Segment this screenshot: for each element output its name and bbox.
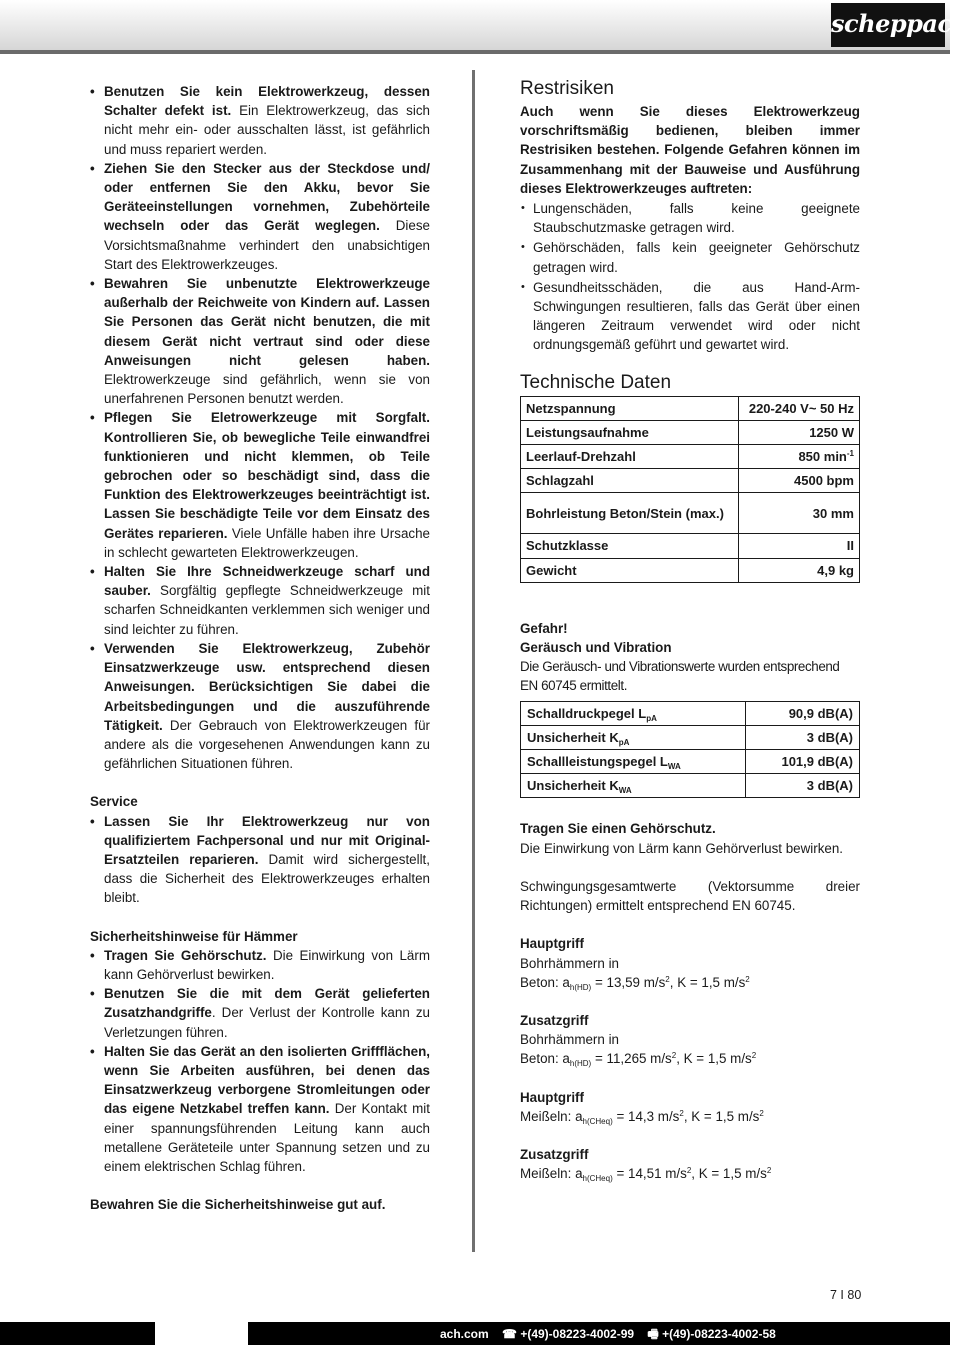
noise-label (521, 774, 746, 798)
safety-list (90, 82, 430, 773)
safety-item (90, 82, 430, 159)
left-column (90, 82, 430, 1214)
vib-value (520, 973, 860, 992)
noise-label-text: Schallleistungspegel L (527, 754, 668, 770)
header-rule (0, 50, 950, 54)
spec-value: 30 mm (738, 493, 859, 534)
noise-label-sub: WA (667, 762, 681, 772)
noise-table (520, 701, 860, 799)
vib-sub: h(HD) (569, 982, 592, 992)
vib-sub: h(HD) (569, 1059, 592, 1069)
table-row (521, 469, 860, 493)
tech-heading: Technische Daten (520, 371, 672, 393)
spec-value-text: 850 min (798, 449, 847, 465)
vib-number: = 13,59 m/s (591, 974, 666, 990)
safety-item-bold: Verwenden Sie Elektrowerkzeug, Zubehör Einsatzwerkzeuge usw. entsprechend diesen Anweisungen. Berücksichtigen Sie dabei die Arbeitsbedingungen und die auszuführende Tätigkeit. (104, 640, 430, 733)
safety-item-bold: Halten Sie Ihre Schneidwerkzeuge scharf und sauber. (104, 564, 430, 599)
page-number: 7 I 80 (830, 1288, 862, 1302)
noise-heading: Geräusch und Vibration (520, 640, 672, 656)
vib-block (520, 1145, 860, 1183)
noise-label-sub: pA (646, 713, 657, 723)
service-item-text: Damit wird sichergestellt, dass die Sicherheit des Elektrowerkzeuges erhalten bleibt. (104, 851, 430, 906)
safety-item-text: Sorgfältig gepflegte Schneidwerkzeuge mit scharfen Schneidkanten verklemmen sich weniger und sind leichter zu führen. (104, 583, 430, 637)
vib-title: Hauptgriff (520, 1089, 584, 1105)
header-band (0, 0, 950, 50)
vib-block (520, 1088, 860, 1126)
table-row (521, 420, 860, 444)
vib-sub: h(CHeq) (582, 1116, 613, 1126)
vib-k: , K = 1,5 m/s (683, 1108, 760, 1124)
footer-contact (440, 1325, 776, 1346)
safety-item-text: Der Gebrauch von Elektrowerkzeugen für andere als die vorgesehenen Anwendungen kann zu gefährlichen Situationen führen. (104, 717, 430, 772)
vib-sub: h(CHeq) (582, 1174, 613, 1184)
vibration-text: Schwingungsgesamtwerte (Vektorsumme dreier Richtungen) ermittelt entsprechend EN 60745. (520, 878, 860, 914)
table-row (521, 534, 860, 558)
noise-label (521, 750, 746, 774)
spec-value: 4500 bpm (738, 469, 859, 493)
hammer-heading: Sicherheitshinweise für Hämmer (90, 928, 298, 944)
table-row (521, 750, 860, 774)
footer-fax: 🖷 +(49)-08223-4002-58 (647, 1327, 776, 1341)
hammer-item-bold: Tragen Sie Gehörschutz. (104, 947, 267, 963)
table-row (521, 558, 860, 582)
noise-value: 90,9 dB(A) (745, 701, 859, 725)
vib-prefix: Beton: a (520, 974, 570, 990)
vib-number: = 14,3 m/s (612, 1108, 680, 1124)
risk-item: • Lungenschäden, falls keine geeignete Staubschutzmaske getragen wird. (520, 199, 860, 237)
column-divider (472, 70, 475, 1252)
noise-label-text: Unsicherheit K (527, 778, 619, 794)
vib-block (520, 1011, 860, 1069)
restrisiken-intro: Auch wenn Sie dieses Elektrowerkzeug vorschriftsmäßig bedienen, bleiben immer Restrisiken bestehen. Folgende Gefahren können im Zusammenhang mit der Bauweise und Ausführung dieses Elektrowerkzeuges auftreten: (520, 104, 860, 196)
table-row (521, 445, 860, 469)
noise-value: 3 dB(A) (745, 725, 859, 749)
noise-label-text: Unsicherheit K (527, 729, 619, 745)
safety-item (90, 408, 430, 562)
tech-table (520, 396, 860, 583)
safety-item (90, 159, 430, 274)
hammer-item (90, 946, 430, 984)
right-column (520, 78, 860, 1183)
noise-label-sub: WA (618, 786, 632, 796)
vib-number: = 11,265 m/s (591, 1051, 672, 1067)
spec-value-sup: -1 (846, 449, 854, 459)
vib-sup: 2 (759, 1108, 764, 1118)
vib-prefix: Meißeln: a (520, 1108, 583, 1124)
vib-k: , K = 1,5 m/s (669, 974, 746, 990)
hearing-text: Die Einwirkung von Lärm kann Gehörverlust bewirken. (520, 840, 844, 856)
table-row (521, 493, 860, 534)
service-item (90, 812, 430, 908)
noise-label (521, 701, 746, 725)
spec-label: Leerlauf-Drehzahl (521, 445, 739, 469)
noise-label (521, 725, 746, 749)
hearing-heading: Tragen Sie einen Gehörschutz. (520, 821, 716, 837)
vib-sup: 2 (671, 1051, 677, 1061)
safety-item-text: Ein Elektrowerkzeug, das sich nicht mehr ein- oder ausschalten lässt, ist gefährlich und muss repariert werden. (104, 103, 430, 157)
vib-title: Zusatzgriff (520, 1012, 589, 1028)
vib-value (520, 1164, 860, 1183)
safety-item-bold: Benutzen Sie kein Elektrowerkzeug, dessen Schalter defekt ist. (104, 84, 430, 119)
vib-number: = 14,51 m/s (612, 1166, 687, 1182)
safety-item-text: Diese Vorsichtsmaßnahme verhindert den unabsichtigen Start des Elektrowerkzeuges. (104, 218, 430, 272)
safety-item (90, 639, 430, 773)
brand-logo: scheppach (831, 3, 945, 47)
table-row (521, 725, 860, 749)
vib-sup: 2 (665, 974, 670, 984)
spec-label: Schutzklasse (521, 534, 739, 558)
service-heading: Service (90, 794, 138, 810)
noise-label-text: Schalldruckpegel L (527, 705, 647, 721)
vib-sup: 2 (766, 1166, 772, 1176)
table-row (521, 396, 860, 420)
vib-block (520, 934, 860, 992)
noise-label-sub: pA (618, 737, 630, 747)
spec-value: 1250 W (738, 420, 859, 444)
footer-phone: ☎ +(49)-08223-4002-99 (502, 1327, 635, 1341)
restrisiken-heading: Restrisiken (520, 78, 614, 99)
safety-item-bold: Pflegen Sie Eletrowerkzeuge mit Sorgfalt. Kontrollieren Sie, ob bewegliche Teile einwandfrei funktionieren und nicht klemmen, ob Teile gebrochen oder so beschädigt sind, dass die Funktion des Elektrowerkzeuges beeinträchtigt ist. Lassen Sie beschädigte Teile vor dem Einsatz des Gerätes reparieren. (104, 410, 430, 541)
table-row (521, 701, 860, 725)
spec-label: Bohrleistung Beton/Stein (max.) (521, 493, 739, 534)
noise-intro: Die Geräusch- und Vibrationswerte wurden entsprechend EN 60745 ermittelt. (520, 659, 840, 694)
noise-value: 101,9 dB(A) (745, 750, 859, 774)
spec-value: 220-240 V~ 50 Hz (738, 396, 859, 420)
spec-label: Gewicht (521, 558, 739, 582)
vib-title: Hauptgriff (520, 936, 584, 952)
hammer-item-text: Die Einwirkung von Lärm kann Gehörverlust bewirken. (104, 947, 430, 982)
vib-sup: 2 (686, 1166, 692, 1176)
vib-prefix: Meißeln: a (520, 1166, 583, 1182)
risk-item: • Gehörschäden, falls kein geeigneter Gehörschutz getragen wird. (520, 238, 860, 276)
vib-k: , K = 1,5 m/s (691, 1166, 767, 1182)
vib-prefix: Beton: a (520, 1051, 570, 1067)
vib-title: Zusatzgriff (520, 1146, 589, 1162)
spec-value: 4,9 kg (738, 558, 859, 582)
closing-note: Bewahren Sie die Sicherheitshinweise gut auf. (90, 1197, 386, 1213)
hammer-item-text: Der Kontakt mit einer spannungsführenden Leitung kann auch metallene Geräteteile unter Spannung setzen und zu einem elektrischen Schlag führen. (104, 1101, 430, 1174)
safety-item (90, 274, 430, 408)
vib-sup: 2 (745, 974, 750, 984)
safety-item-bold: Ziehen Sie den Stecker aus der Steckdose und/ oder entfernen Sie den Akku, bevor Sie Geräteeinstellungen vornehmen, Zubehörteile wechseln oder das Gerät weglegen. (104, 160, 430, 234)
vib-sup: 2 (679, 1108, 684, 1118)
footer-web: ach.com (440, 1327, 489, 1341)
spec-label: Netzspannung (521, 396, 739, 420)
hammer-item (90, 984, 430, 1042)
vib-k: , K = 1,5 m/s (676, 1051, 752, 1067)
spec-value (738, 445, 859, 469)
risk-item: • Gesundheitsschäden, die aus Hand-Arm- Schwingungen resultieren, falls das Gerät über einen längeren Zeitraum verwendet wird oder nicht ordnungsgemäß geführt und gewartet wird. (520, 278, 860, 355)
footer-gap (155, 1322, 248, 1345)
safety-item (90, 562, 430, 639)
hammer-item-bold: Halten Sie das Gerät an den isolierten Griffflächen, wenn Sie Arbeiten ausführen, bei denen das Einsatzwerkzeug verborgene Stromleitungen oder das eigene Netzkabel treffen kann. (104, 1043, 430, 1117)
vib-line: Bohrhämmern in (520, 1032, 619, 1048)
safety-item-bold: Bewahren Sie unbenutzte Elektrowerkzeuge außerhalb der Reichweite von Kindern auf. Lassen Sie Personen das Gerät nicht benutzen, die mit diesem Gerät nicht vertraut sind oder diese Anweisungen nicht gelesen haben. (104, 276, 430, 368)
danger-label: Gefahr! (520, 620, 568, 636)
noise-value: 3 dB(A) (745, 774, 859, 798)
vib-line: Bohrhämmern in (520, 955, 619, 971)
vib-sup: 2 (751, 1051, 757, 1061)
vib-value (520, 1107, 860, 1126)
spec-label: Schlagzahl (521, 469, 739, 493)
spec-label: Leistungsaufnahme (521, 420, 739, 444)
vib-value (520, 1049, 860, 1068)
hammer-item (90, 1042, 430, 1176)
hammer-item-bold: Benutzen Sie die mit dem Gerät gelieferten Zusatzhandgriffe (104, 986, 430, 1021)
spec-value: II (738, 534, 859, 558)
safety-item-text: Viele Unfälle haben ihre Ursache in schlecht gewarteten Elektrowerkzeugen. (104, 525, 430, 560)
safety-item-text: Elektrowerkzeuge sind gefährlich, wenn sie von unerfahrenen Personen benutzt werden. (104, 372, 430, 407)
hammer-item-text: . Der Verlust der Kontrolle kann zu Verletzungen führen. (104, 1005, 430, 1040)
table-row (521, 774, 860, 798)
service-item-bold: Lassen Sie Ihr Elektrowerkzeug nur von qualifiziertem Fachpersonal und nur mit Original-Ersatzteilen reparieren. (104, 813, 430, 867)
